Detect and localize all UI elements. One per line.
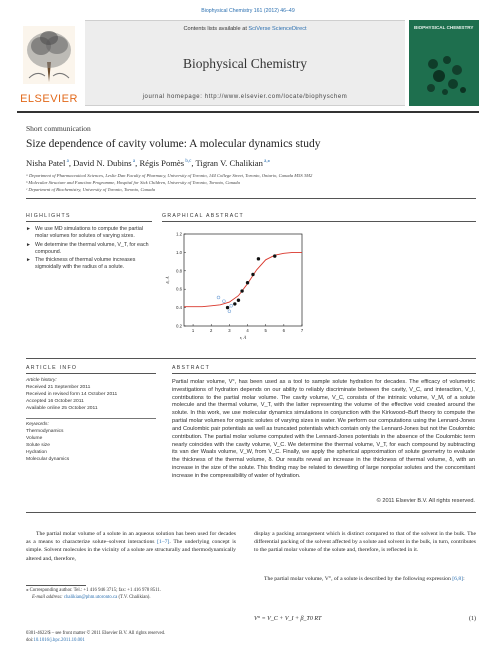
- doi-prefix: doi:: [26, 638, 34, 643]
- doi-line: [26, 638, 246, 645]
- keyword: Solute size: [26, 443, 50, 449]
- keyword: Molecular dynamics: [26, 457, 70, 463]
- history-revised: Received in revised form 14 October 2011: [26, 391, 118, 397]
- journal-reference[interactable]: Biophysical Chemistry 161 (2012) 46–49: [201, 8, 295, 14]
- data-point-filled: [233, 303, 236, 306]
- header-divider: [17, 111, 479, 113]
- highlight-text: The thickness of thermal volume increases sigmoidally with the radius of a solute.: [35, 257, 136, 271]
- y-tick-label: 0.2: [176, 323, 182, 329]
- graphical-abstract-chart[interactable]: [162, 226, 312, 344]
- body-text: display a packing arrangement which is distinct compared to that of the solvent in the bulk. The differential packing of the solvent affected by a solute and solvent in the bulk, in turn, contributes to the partial molar volume of the solute and, therefore, is reflected in it.: [254, 531, 476, 554]
- body-text: The partial molar volume of a solute in an aqueous solution has been used for decades as a means to characterize solute–solvent interactions: [26, 531, 236, 546]
- homepage-link[interactable]: http://www.elsevier.com/locate/biophyschem: [204, 94, 348, 100]
- article-title: Size dependence of cavity volume: A molecular dynamics study: [26, 138, 321, 150]
- x-tick-label: 6: [282, 328, 286, 333]
- intro-paragraph-right: [254, 530, 476, 555]
- intro-paragraph-right-2: [254, 575, 476, 583]
- y-tick-label: 0.6: [176, 286, 182, 292]
- highlight-text: We determine the thermal volume, V_T, for each compound.: [35, 241, 149, 255]
- author-affiliation-mark[interactable]: a,⁎: [262, 159, 271, 165]
- article-info-divider: [26, 373, 156, 374]
- abstract-text: Partial molar volume, V°, has been used as a tool to sample solute hydration for decades. The efficacy of volumetric investigations of hydration depends on our ability to reliably discriminate between the cavity, V_C, and interaction, V_I, contributions to the partial molar volume. The cavity volume, V_C, consists of the intrinsic volume, V_M, of a solute molecule and the thermal volume, V_T, with the latter representing the volume of the effective void created around the solute. In this work, we use molecular dynamics simulations in conjunction with the Kirkwood–Buff theory to compute the partial molar volumes for organic solutes of varying sizes in water. We perform our computations using the Lennard-Jones and Coulombic pair potentials as well as truncated potentials which contain only the Lennard-Jones but not the Coulombic contribution. The partial molar volume computed with the Lennard-Jones potentials in the absence of the Coulombic term nearly coincides with the cavity volume, V_C. We determine the thermal volume, V_T, for each compound by subtracting its van der Waals volume, V_W, from V_C. Finally, we apply the spherical approximation of solute geometry to evaluate the thickness of the thermal volume, δ. Our results reveal an increase in the thickness of thermal volume, δ, with an increase in the size of the solute. This finding may be related to dewetting of large nonpolar solutes and the concomitant increase in the compressibility of water of hydration.: [172, 379, 475, 479]
- x-tick-label: 1: [191, 328, 195, 333]
- email-suffix: (T.V. Chalikian).: [117, 594, 151, 600]
- data-point-filled: [226, 306, 229, 309]
- corresponding-author: ⁎ Corresponding author. Tel.: +1 416 946 3715; fax: +1 416 978 8511.: [26, 588, 161, 593]
- y-tick-label: 1.0: [176, 249, 182, 255]
- highlight-item: [26, 226, 152, 241]
- journal-cover-thumbnail[interactable]: [409, 20, 479, 106]
- author-affiliation-mark[interactable]: b,c: [184, 159, 192, 165]
- x-tick-label: 5: [264, 328, 267, 333]
- author-name[interactable]: David N. Dubins: [73, 158, 132, 168]
- affiliation-c: ᶜ Department of Biochemistry, University of Toronto, Toronto, Canada: [26, 187, 156, 192]
- affiliation-b: ᵇ Molecular Structure and Function Programme, Hospital for Sick Children, University of Toronto, Toronto, Canada: [26, 180, 240, 185]
- author-separator: ,: [191, 158, 196, 168]
- section-divider: [26, 358, 476, 359]
- author-list: [26, 158, 270, 168]
- history-online: Available online 25 October 2011: [26, 405, 98, 411]
- y-tick-label: 0.4: [176, 305, 182, 311]
- cover-art-image: [419, 50, 471, 98]
- article-info: [26, 378, 156, 464]
- keyword: Hydration: [26, 450, 47, 456]
- equation-text: V° = V_C + V_I + β_T0 RT: [254, 616, 322, 622]
- highlight-item: [26, 242, 152, 257]
- data-point-filled: [246, 281, 249, 284]
- abstract-heading: ABSTRACT: [172, 365, 211, 371]
- citation-link[interactable]: [1–7]: [157, 539, 170, 546]
- arrow-bullet-icon: ►: [26, 257, 31, 264]
- journal-header-box: [85, 20, 405, 106]
- x-tick-label: 3: [228, 328, 231, 333]
- y-axis-label: δ, Å: [165, 276, 170, 284]
- email-link[interactable]: chalikian@phm.utoronto.ca: [63, 594, 118, 600]
- data-point-open: [228, 310, 231, 313]
- arrow-bullet-icon: ►: [26, 226, 31, 232]
- abstract-copyright: © 2011 Elsevier B.V. All rights reserved.: [376, 498, 475, 504]
- publisher-logo[interactable]: [17, 20, 81, 106]
- data-point-open: [223, 300, 226, 303]
- data-point-open: [217, 296, 220, 299]
- contents-line: [85, 26, 405, 32]
- author-name[interactable]: Nisha Patel: [26, 158, 66, 168]
- history-accepted: Accepted 16 October 2011: [26, 398, 84, 404]
- affiliation-a: ᵃ Department of Pharmaceutical Sciences, Leslie Dan Faculty of Pharmacy, University of Toronto, 144 College Street, Toronto, Ontario, Canada M5S 3M2: [26, 173, 313, 178]
- sciencedirect-link[interactable]: SciVerse ScienceDirect: [248, 26, 307, 32]
- abstract-divider: [172, 373, 476, 374]
- author-separator: ,: [68, 158, 74, 168]
- keywords-label: Keywords:: [26, 422, 49, 428]
- plot-frame: [184, 234, 302, 326]
- publisher-name: ELSEVIER: [20, 93, 78, 105]
- y-tick-label: 1.2: [176, 231, 182, 237]
- author-separator: ,: [135, 158, 140, 168]
- graphical-abstract-heading: GRAPHICAL ABSTRACT: [162, 213, 245, 219]
- author-affiliation-mark[interactable]: a: [65, 159, 69, 165]
- citation-link[interactable]: [6,8]: [452, 576, 464, 582]
- x-tick-label: 2: [210, 328, 213, 333]
- x-tick-label: 7: [300, 328, 304, 333]
- body-text: The partial molar volume, V°, of a solute is described by the following expression: [264, 576, 453, 582]
- x-axis-label: r, Å: [239, 335, 247, 340]
- article-info-heading: ARTICLE INFO: [26, 365, 78, 371]
- email-label: E-mail address:: [32, 594, 64, 600]
- keywords-divider: [26, 418, 156, 419]
- highlights-divider: [26, 221, 152, 222]
- fit-curve-line: [184, 252, 302, 306]
- body-text: . The underlying concept is simple. Solvent molecules in the vicinity of a solute are structurally and thermodynamically altered and, therefore,: [26, 539, 236, 562]
- data-point-filled: [252, 273, 255, 276]
- data-point-filled: [273, 255, 276, 258]
- email-line: [26, 595, 236, 602]
- equation-number: (1): [469, 616, 476, 622]
- history-label: Article history:: [26, 378, 57, 383]
- highlights-list: [26, 226, 152, 273]
- x-tick-label: 4: [246, 328, 249, 333]
- author-name[interactable]: Régis Pomès: [139, 158, 185, 168]
- highlight-item: [26, 257, 152, 272]
- journal-title: Biophysical Chemistry: [182, 56, 308, 71]
- abstract-bottom-divider: [26, 512, 476, 513]
- doi-link[interactable]: 10.1016/j.bpc.2011.10.001: [33, 638, 85, 643]
- author-affiliation-mark[interactable]: a: [131, 159, 136, 165]
- body-text: :: [463, 576, 465, 582]
- data-point-filled: [257, 257, 260, 260]
- author-name[interactable]: Tigran V. Chalikian: [195, 158, 263, 168]
- cover-title: BIOPHYSICAL CHEMISTRY: [414, 25, 474, 30]
- y-tick-label: 0.8: [176, 268, 182, 274]
- keyword: Thermodynamics: [26, 429, 64, 435]
- highlight-text: We use MD simulations to compute the partial molar volumes for solutes of varying sizes.: [35, 226, 143, 240]
- journal-banner: [17, 20, 479, 106]
- article-type: Short communication: [26, 124, 91, 133]
- keyword: Volume: [26, 436, 43, 442]
- history-received: Received 21 September 2011: [26, 384, 91, 390]
- issn-line: 0301-4622/$ – see front matter © 2011 Elsevier B.V. All rights reserved.: [26, 631, 166, 636]
- homepage-prefix: journal homepage:: [142, 94, 205, 100]
- homepage-line: [85, 94, 405, 100]
- data-point-filled: [241, 290, 244, 293]
- highlights-heading: HIGHLIGHTS: [26, 213, 71, 219]
- footnote-divider: [26, 585, 86, 586]
- equation-1: [254, 616, 476, 622]
- graphical-abstract-divider: [162, 221, 476, 222]
- affiliation-divider: [26, 198, 476, 199]
- data-point-filled: [237, 299, 240, 302]
- arrow-bullet-icon: ►: [26, 241, 31, 248]
- corresponding-author-note: [26, 588, 236, 602]
- elsevier-tree-icon: [23, 26, 75, 84]
- contents-prefix: Contents lists available at: [183, 26, 249, 32]
- intro-paragraph-left: [26, 530, 236, 563]
- data-point-open: [230, 304, 233, 307]
